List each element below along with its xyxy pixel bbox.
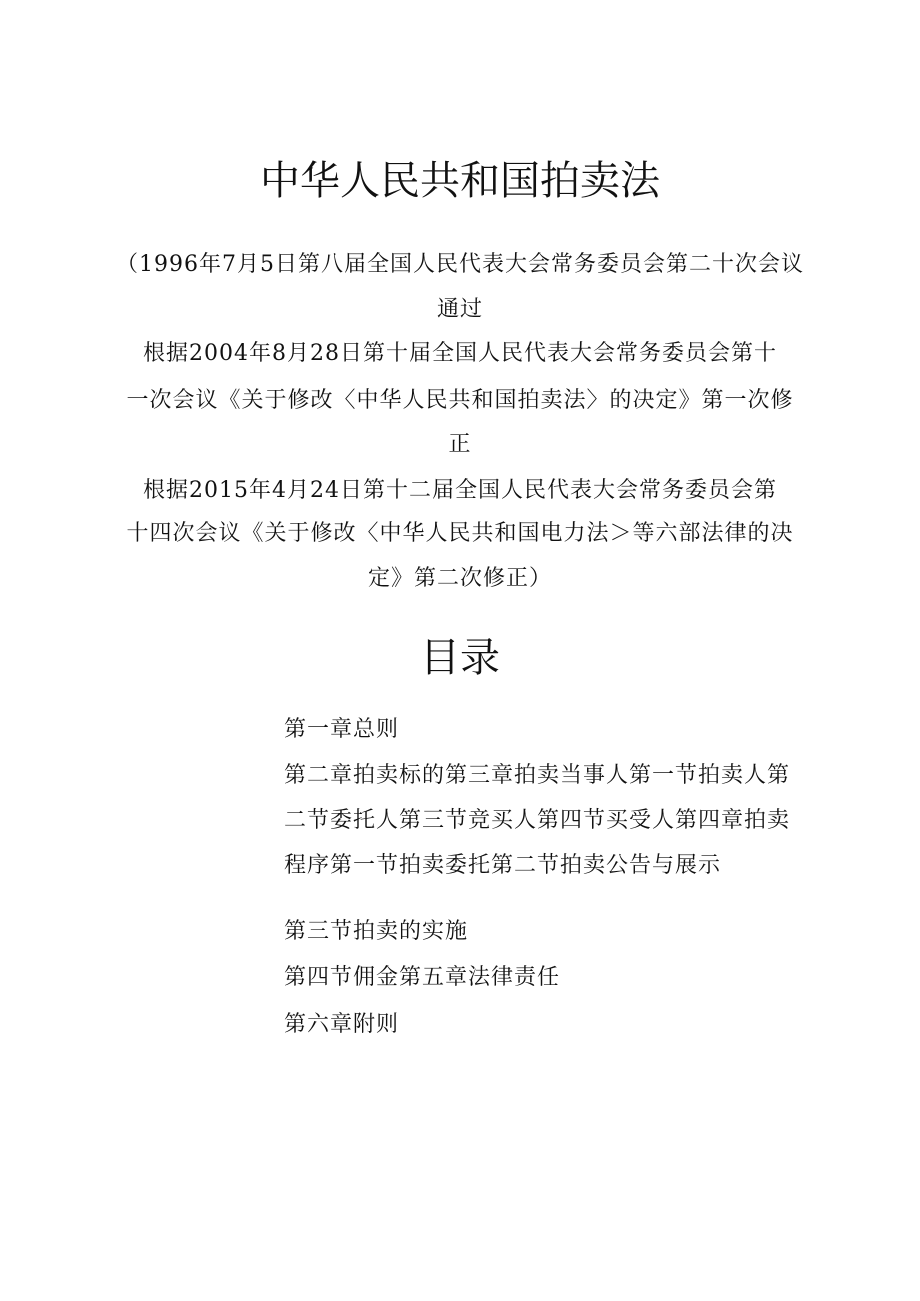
toc-item-5: 第六章附则 xyxy=(284,1012,400,1037)
toc-item-1: 第一章总则 xyxy=(284,717,400,742)
preamble-line-6: 根据2015年4月24日第十二届全国人民代表大会常务委员会第 xyxy=(143,478,777,503)
toc-item-2-line-1: 第二章拍卖标的第三章拍卖当事人第一节拍卖人第 xyxy=(284,763,791,788)
toc-item-2-line-3: 程序第一节拍卖委托第二节拍卖公告与展示 xyxy=(284,853,722,878)
preamble-line-2: 通过 xyxy=(436,297,483,322)
toc-item-4: 第四节佣金第五章法律责任 xyxy=(284,965,561,990)
preamble-line-1: （1996年7月5日第八届全国人民代表大会常务委员会第二十次会议 xyxy=(116,252,804,277)
toc-item-2-line-2: 二节委托人第三节竞买人第四节买受人第四章拍卖 xyxy=(284,808,791,833)
preamble-line-5: 正 xyxy=(448,432,472,457)
preamble-line-3: 根据2004年8月28日第十届全国人民代表大会常务委员会第十 xyxy=(143,341,777,366)
document-title: 中华人民共和国拍卖法 xyxy=(260,158,660,204)
toc-heading: 目录 xyxy=(420,635,500,681)
toc-item-3: 第三节拍卖的实施 xyxy=(284,919,469,944)
preamble-line-4: 一次会议《关于修改〈中华人民共和国拍卖法〉的决定》第一次修 xyxy=(126,388,794,413)
preamble-line-8: 定》第二次修正） xyxy=(367,566,552,591)
preamble-line-7: 十四次会议《关于修改〈中华人民共和国电力法＞等六部法律的决 xyxy=(126,521,794,546)
